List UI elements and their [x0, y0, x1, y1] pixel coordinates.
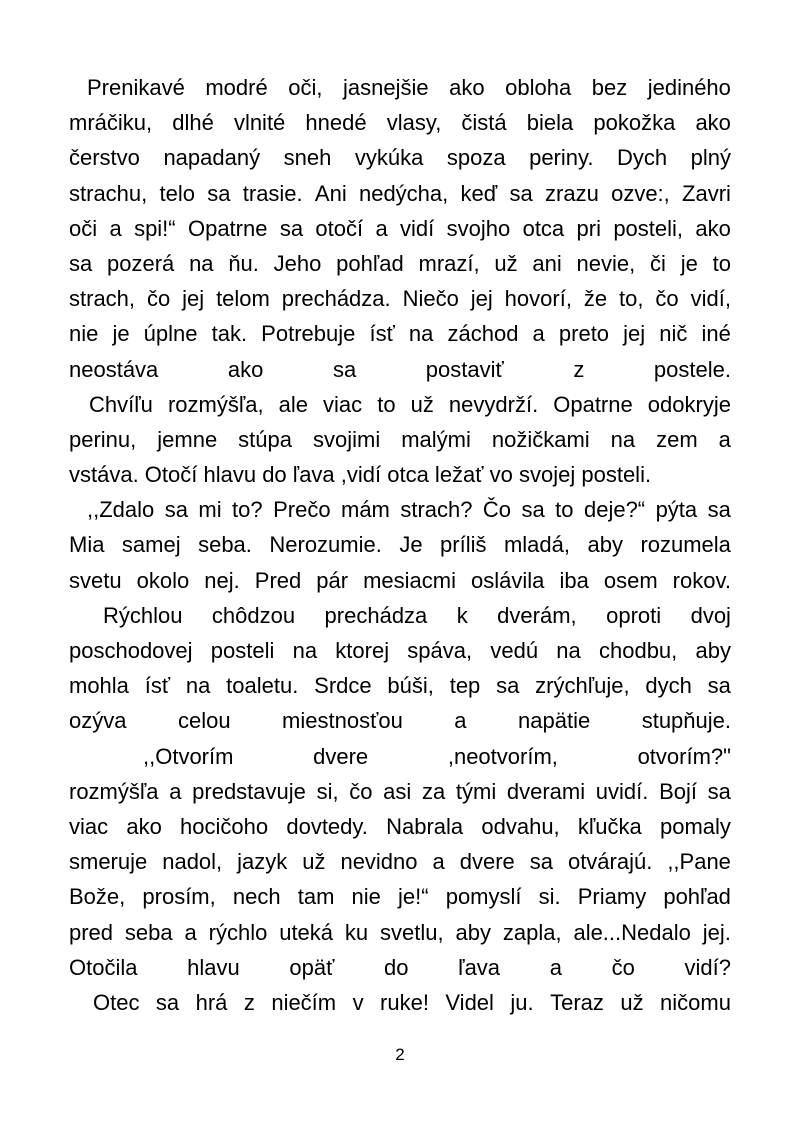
text-line: vstáva. Otočí hlavu do ľava ,vidí otca ležať vo svojej posteli. [69, 462, 652, 488]
text-line: viac ako hocičoho dovtedy. Nabrala odvahu, kľučka pomaly [69, 813, 731, 839]
text-line: svetu okolo nej. Pred pár mesiacmi oslávila iba osem rokov. [69, 567, 731, 593]
text-line: perinu, jemne stúpa svojimi malými nožičkami na zem a [69, 426, 731, 452]
text-line: smeruje nadol, jazyk už nevidno a dvere sa otvárajú. ,,Pane [69, 849, 731, 875]
text-line: nie je úplne tak. Potrebuje ísť na záchod a preto jej nič iné [69, 321, 731, 347]
text-line: pred seba a rýchlo uteká ku svetlu, aby zapla, ale...Nedalo jej. [69, 919, 731, 945]
text-line: mohla ísť na toaletu. Srdce búši, tep sa zrýchľuje, dych sa [69, 673, 731, 699]
text-line: čerstvo napadaný sneh vykúka spoza periny. Dych plný [69, 145, 731, 171]
text-line: Otec sa hrá z niečím v ruke! Videl ju. Teraz už ničomu [93, 989, 731, 1015]
text-line: ,,Zdalo sa mi to? Prečo mám strach? Čo sa to deje?“ pýta sa [87, 497, 731, 523]
text-line: rozmýšľa a predstavuje si, čo asi za tými dverami uvidí. Bojí sa [69, 778, 731, 804]
text-line: Otočila hlavu opäť do ľava a čo vidí? [69, 954, 731, 980]
text-line: Prenikavé modré oči, jasnejšie ako obloha bez jediného [87, 75, 731, 100]
text-line: strachu, telo sa trasie. Ani nedýcha, keď sa zrazu ozve:, Zavri [69, 180, 731, 206]
text-line: sa pozerá na ňu. Jeho pohľad mrazí, už ani nevie, či je to [69, 250, 731, 276]
page-number: 2 [395, 1045, 405, 1064]
text-line: Mia samej seba. Nerozumie. Je príliš mladá, aby rozumela [69, 532, 731, 558]
text-line: neostáva ako sa postaviť z postele. [69, 356, 731, 382]
text-line: poschodovej posteli na ktorej spáva, vedú na chodbu, aby [69, 638, 731, 663]
text-line: Rýchlou chôdzou prechádza k dverám, oproti dvoj [103, 602, 731, 628]
text-line: ozýva celou miestnosťou a napätie stupňuje. [69, 708, 731, 734]
text-line: strach, čo jej telom prechádza. Niečo jej hovorí, že to, čo vidí, [69, 286, 731, 312]
text-line: Bože, prosím, nech tam nie je!“ pomyslí si. Priamy pohľad [69, 884, 731, 910]
text-line: Chvíľu rozmýšľa, ale viac to už nevydrží. Opatrne odokryje [89, 391, 731, 417]
text-line: mráčiku, dlhé vlnité hnedé vlasy, čistá biela pokožka ako [69, 110, 731, 136]
text-line: oči a spi!“ Opatrne sa otočí a vidí svojho otca pri posteli, ako [69, 215, 731, 241]
text-line: ,,Otvorím dvere ,neotvorím, otvorím?" [143, 743, 731, 769]
body-text [69, 70, 731, 1020]
